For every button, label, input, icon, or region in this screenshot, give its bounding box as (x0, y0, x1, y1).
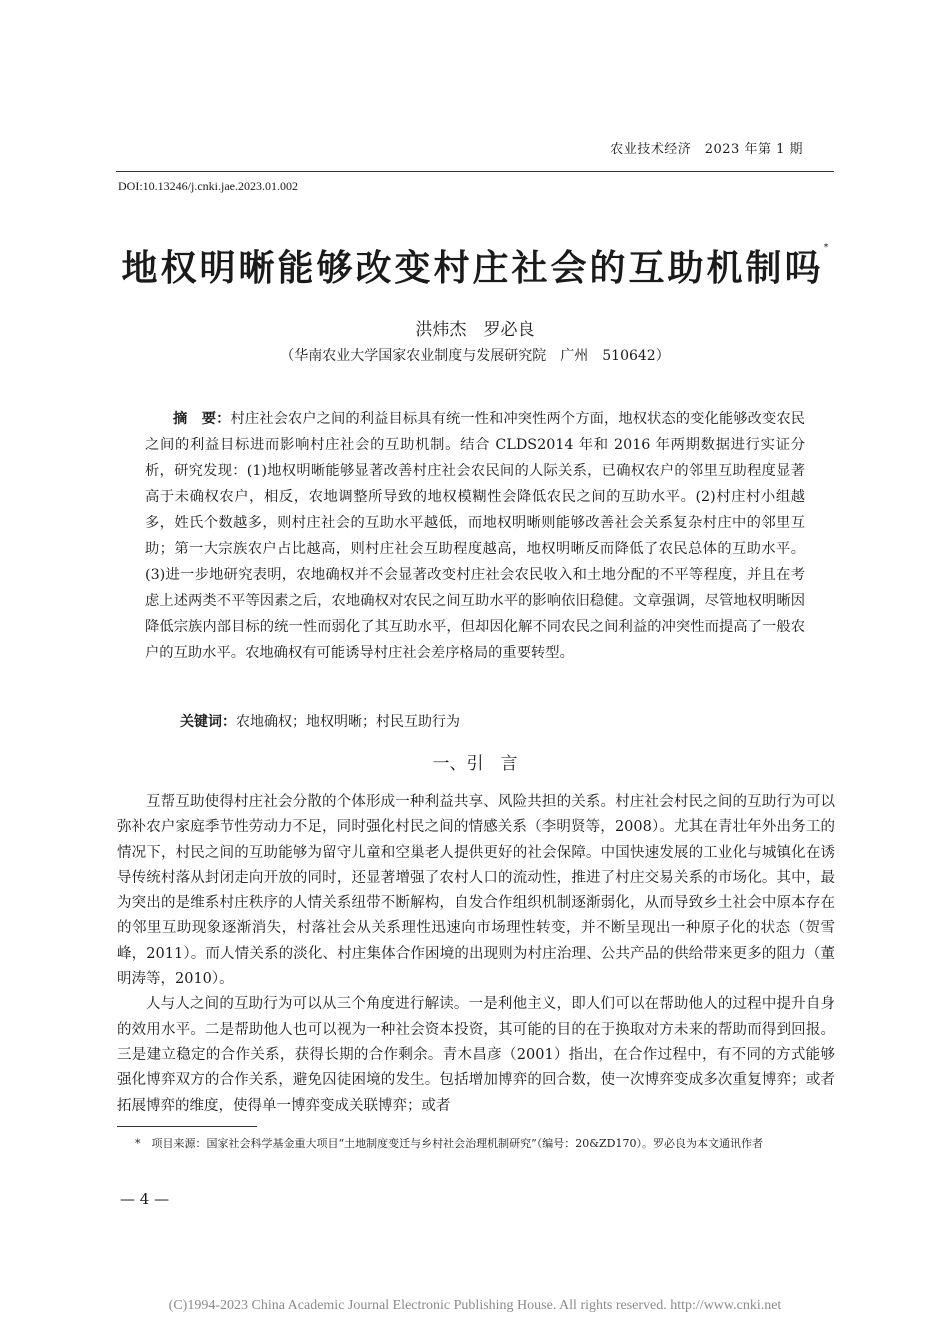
copyright-watermark: (C)1994-2023 China Academic Journal Electronic Publishing House. All rights reserved. http://www.cnki.net (168, 1298, 782, 1313)
abstract-label: 摘 要： (173, 411, 231, 427)
article-title (0, 240, 950, 291)
body-paragraph: 人与人之间的互助行为可以从三个角度进行解读。一是利他主义，即人们可以在帮助他人的过程中提升自身的效用水平。二是帮助他人也可以视为一种社会资本投资，其可能的目的在于换取对方未来的帮助而得到回报。三是建立稳定的合作关系，获得长期的合作剩余。青木昌彦（2001）指出，在合作过程中，有不同的方式能够强化博弈双方的合作关系，避免囚徒困境的发生。包括增加博弈的回合数，使一次博弈变成多次重复博弈；或者拓展博弈的维度，使得单一博弈变成关联博弈；或者 (117, 996, 835, 1114)
title-footnote-mark: * (823, 242, 829, 253)
affiliation: （华南农业大学国家农业制度与发展研究院 广州 510642） (280, 348, 670, 364)
journal-header: 农业技术经济 2023 年第 1 期 (610, 142, 803, 157)
abstract (145, 406, 805, 666)
article-title-text: 地权明晰能够改变村庄社会的互助机制吗 (121, 248, 824, 289)
page-number: — 4 — (120, 1190, 170, 1208)
footnote-divider (117, 1126, 257, 1127)
body-text (117, 790, 835, 1119)
section-heading: 一、引 言 (432, 754, 518, 774)
footnote: * 项目来源：国家社会科学基金重大项目“土地制度变迁与乡村社会治理机制研究”（编号：20&ZD170）。罗必良为本文通讯作者 (135, 1137, 763, 1150)
keywords-label: 关键词： (180, 714, 236, 730)
doi: DOI:10.13246/j.cnki.jae.2023.01.002 (118, 179, 298, 193)
keywords-text: 农地确权；地权明晰；村民互助行为 (236, 714, 460, 730)
authors: 洪炜杰 罗必良 (415, 320, 535, 340)
keywords (180, 711, 460, 731)
header-divider (116, 171, 834, 172)
body-paragraph: 互帮互助使得村庄社会分散的个体形成一种利益共享、风险共担的关系。村庄社会村民之间的互助行为可以弥补农户家庭季节性劳动力不足，同时强化村民之间的情感关系（李明贤等，2008）。尤其在青壮年外出务工的情况下，村民之间的互助能够为留守儿童和空巢老人提供更好的社会保障。中国快速发展的工业化与城镇化在诱导传统村落从封闭走向开放的同时，还显著增强了农村人口的流动性，推进了村庄交易关系的市场化。其中，最为突出的是维系村庄秩序的人情关系纽带不断解构，自发合作组织机制逐渐弱化，从而导致乡土社会中原本存在的邻里互助现象逐渐消失，村落社会从关系理性迅速向市场理性转变，并不断呈现出一种原子化的状态（贺雪峰，2011）。而人情关系的淡化、村庄集体合作困境的出现则为村庄治理、公共产品的供给带来更多的阻力（董明涛等，2010）。 (117, 794, 835, 988)
abstract-text: 村庄社会农户之间的利益目标具有统一性和冲突性两个方面，地权状态的变化能够改变农民之间的利益目标进而影响村庄社会的互助机制。结合 CLDS2014 年和 2016 年两期数据进行实证分析，研究发现：(1)地权明晰能够显著改善村庄社会农民间的人际关系，已确权农户的邻里互助程度显著高于未确权农户，相反，农地调整所导致的地权模糊性会降低农民之间的互助水平。(2)村庄村小组越多，姓氏个数越多，则村庄社会的互助水平越低，而地权明晰则能够改善社会关系复杂村庄中的邻里互助；第一大宗族农户占比越高，则村庄社会互助程度越高，地权明晰反而降低了农民总体的互助水平。(3)进一步地研究表明，农地确权并不会显著改变村庄社会农民收入和土地分配的不平等程度，并且在考虑上述两类不平等因素之后，农地确权对农民之间互助水平的影响依旧稳健。文章强调，尽管地权明晰因降低宗族内部目标的统一性而弱化了其互助水平，但却因化解不同农民之间利益的冲突性而提高了一般农户的互助水平。农地确权有可能诱导村庄社会差序格局的重要转型。 (145, 411, 806, 661)
